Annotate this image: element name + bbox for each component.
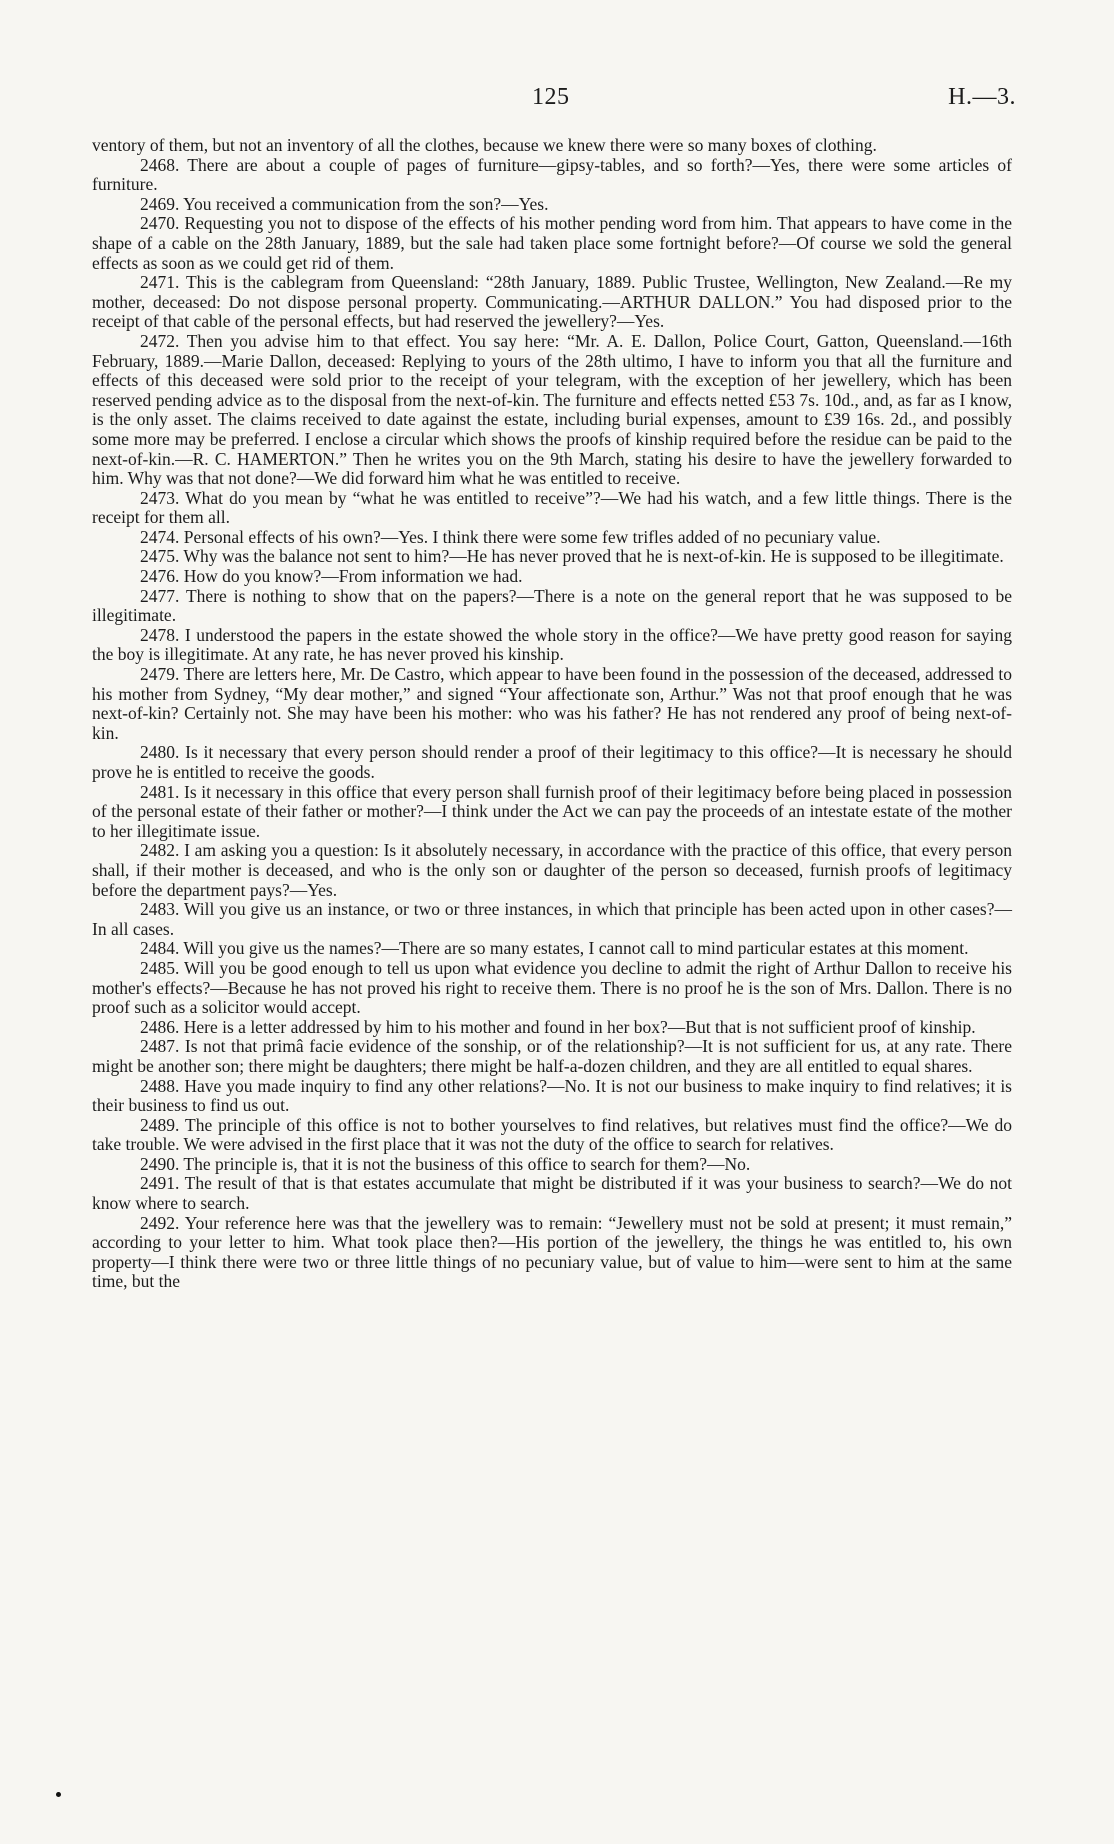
question-2484: 2484. Will you give us the names?—There are so many estates, I cannot call to mind particular estates at this moment.	[140, 938, 969, 959]
question-2492: 2492. Your reference here was that the jewellery was to remain: “Jewellery must not be sold at present; it must remain,” according to your letter to him. What took place then?—His portion of the jewellery, the things he was entitled to, his own property—I think there were two or three little things of no pecuniary value, but of value to him—were sent to him at the same time, but the	[92, 1212, 1012, 1292]
paragraph-continued: ventory of them, but not an inventory of all the clothes, because we knew there were so many boxes of clothing.	[92, 135, 877, 155]
question-2486: 2486. Here is a letter addressed by him to his mother and found in her box?—But that is not sufficient proof of kinship.	[140, 1016, 976, 1037]
document-body	[92, 136, 1012, 1292]
question-2487: 2487. Is not that primâ facie evidence of the sonship, or of the relationship?—It is not sufficient for us, at any rate. There might be another son; there might be daughters; there might be half-a-dozen children, and they are all entitled to equal shares.	[92, 1036, 1012, 1076]
question-2476: 2476. How do you know?—From information we had.	[140, 566, 523, 587]
page-number: 125	[532, 84, 570, 110]
question-2473: 2473. What do you mean by “what he was entitled to receive”?—We had his watch, and a few little things. There is the receipt for them all.	[92, 487, 1012, 528]
question-2478: 2478. I understood the papers in the estate showed the whole story in the office?—We have pretty good reason for saying the boy is illegitimate. At any rate, he has never proved his kinship.	[92, 624, 1012, 665]
question-2472: 2472. Then you advise him to that effect. You say here: “Mr. A. E. Dallon, Police Court, Gatton, Queensland.—16th February, 1889.—Marie Dallon, deceased: Replying to yours of the 28th ultimo, I have to inform you that all the furniture and effects of this deceased were sold prior to the receipt of your telegram, with the exception of her jewellery, which has been reserved pending advice as to the disposal from the next-of-kin. The furniture and effects netted £53 7s. 10d., and, as far as I know, is the only asset. The claims received to date against the estate, including burial expenses, amount to £39 16s. 2d., and possibly some more may be preferred. I enclose a circular which shows the proofs of kinship required before the residue can be paid to the next-of-kin.—R. C. HAMERTON.” Then he writes you on the 9th March, stating his desire to have the jewellery forwarded to him. Why was that not done?—We did forward him what he was entitled to receive.	[92, 330, 1012, 489]
question-2477: 2477. There is nothing to show that on the papers?—There is a note on the general report that he was supposed to be illegitimate.	[92, 585, 1012, 626]
question-2471: 2471. This is the cablegram from Queensland: “28th January, 1889. Public Trustee, Wellington, New Zealand.—Re my mother, deceased: Do not dispose personal property. Communicating.—ARTHUR DALLON.” You had disposed prior to the receipt of that cable of the personal effects, but had reserved the jewellery?—Yes.	[92, 272, 1012, 332]
question-2474: 2474. Personal effects of his own?—Yes. I think there were some few trifles added of no pecuniary value.	[140, 526, 881, 547]
question-2469: 2469. You received a communication from the son?—Yes.	[140, 193, 549, 214]
question-2489: 2489. The principle of this office is not to bother yourselves to find relatives, but relatives must find the office?—We do take trouble. We were advised in the first place that it was not the duty of the office to search for relatives.	[92, 1114, 1012, 1155]
page-header	[92, 84, 1016, 114]
question-2482: 2482. I am asking you a question: Is it absolutely necessary, in accordance with the practice of this office, that every person shall, if their mother is deceased, and who is the only son or daughter of the person so deceased, furnish proofs of legitimacy before the department pays?—Yes.	[92, 840, 1012, 900]
margin-mark	[56, 1792, 61, 1797]
question-2483: 2483. Will you give us an instance, or two or three instances, in which that principle has been acted upon in other cases?—In all cases.	[92, 899, 1012, 939]
question-2470: 2470. Requesting you not to dispose of the effects of his mother pending word from him. That appears to have come in the shape of a cable on the 28th January, 1889, but the sale had taken place some fortnight before?—Of course we sold the general effects as soon as we could get rid of them.	[92, 213, 1012, 273]
question-2490: 2490. The principle is, that it is not the business of this office to search for them?—No.	[140, 1153, 751, 1174]
question-2479: 2479. There are letters here, Mr. De Castro, which appear to have been found in the possession of the deceased, addressed to his mother from Sydney, “My dear mother,” and signed “Your affectionate son, Arthur.” Was not that proof enough that he was next-of-kin? Certainly not. She may have been his mother: who was his father? He has not rendered any proof of being next-of-kin.	[92, 664, 1012, 743]
question-2491: 2491. The result of that is that estates accumulate that might be distributed if it was your business to search?—We do not know where to search.	[92, 1173, 1012, 1214]
question-2480: 2480. Is it necessary that every person should render a proof of their legitimacy to this office?—It is necessary he should prove he is entitled to receive the goods.	[92, 742, 1012, 782]
question-2488: 2488. Have you made inquiry to find any other relations?—No. It is not our business to make inquiry to find relatives; it is their business to find us out.	[92, 1075, 1012, 1116]
question-2485: 2485. Will you be good enough to tell us upon what evidence you decline to admit the right of Arthur Dallon to receive his mother's effects?—Because he has not proved his right to receive them. There is no proof he is the son of Mrs. Dallon. There is no proof such as a solicitor would accept.	[92, 957, 1012, 1018]
question-2475: 2475. Why was the balance not sent to him?—He has never proved that he is next-of-kin. He is supposed to be illegitimate.	[140, 546, 1004, 567]
question-2481: 2481. Is it necessary in this office that every person shall furnish proof of their legitimacy before being placed in possession of the personal estate of their father or mother?—I think under the Act we can pay the proceeds of an intestate estate of the mother to her illegitimate issue.	[92, 781, 1012, 841]
question-2468: 2468. There are about a couple of pages of furniture—gipsy-tables, and so forth?—Yes, there were some articles of furniture.	[92, 154, 1012, 195]
series-reference: H.—3.	[948, 84, 1016, 110]
